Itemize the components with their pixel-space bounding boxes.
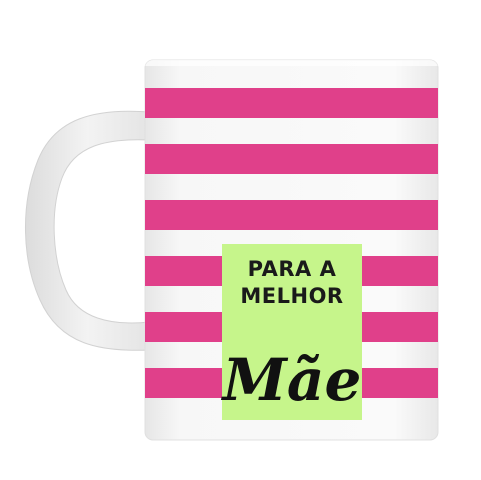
stripe [145,88,438,118]
stripe [145,144,438,174]
label-highlight: Mãe [222,346,362,414]
label-line-1: PARA A [247,257,337,281]
label-line-2: MELHOR [240,284,344,308]
stripe [145,200,438,230]
mug-handle [25,111,150,350]
